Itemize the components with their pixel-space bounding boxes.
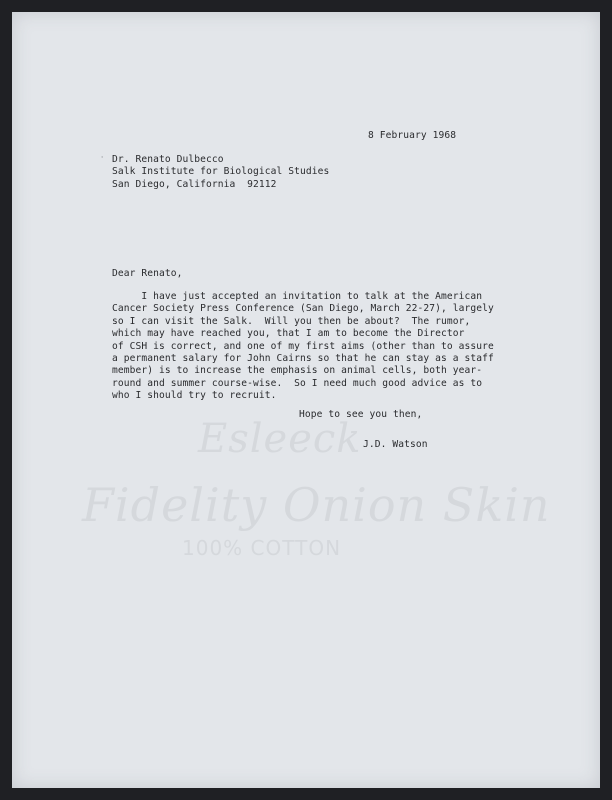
body-line: Cancer Society Press Conference (San Diego, March 22-27), largely — [112, 303, 494, 315]
margin-mark: ' — [100, 155, 105, 163]
body-line: I have just accepted an invitation to talk at the American — [112, 291, 483, 302]
letter-body — [112, 291, 494, 403]
recipient-city: San Diego, California 92112 — [112, 178, 277, 190]
letter-page — [12, 12, 600, 788]
body-line: a permanent salary for John Cairns so that he can stay as a staff — [112, 353, 494, 365]
body-line: who I should try to recruit. — [112, 390, 277, 402]
body-line: member) is to increase the emphasis on animal cells, both year- — [112, 365, 483, 377]
watermark-brand: Esleeck — [198, 416, 362, 462]
recipient-institution: Salk Institute for Biological Studies — [112, 166, 330, 178]
salutation: Dear Renato, — [112, 268, 183, 279]
body-line: round and summer course-wise. So I need much good advice as to — [112, 377, 483, 389]
letter-date: 8 February 1968 — [368, 130, 457, 141]
body-line: of CSH is correct, and one of my first aims (other than to assure — [112, 340, 494, 352]
watermark-content: 100% COTTON — [182, 536, 342, 560]
watermark-product: Fidelity Onion Skin — [82, 478, 551, 532]
closing: Hope to see you then, — [299, 409, 423, 420]
body-line: so I can visit the Salk. Will you then be about? The rumor, — [112, 315, 471, 327]
signature: J.D. Watson — [363, 439, 428, 450]
recipient-name: Dr. Renato Dulbecco — [112, 154, 224, 165]
body-line: which may have reached you, that I am to become the Director — [112, 328, 465, 340]
recipient-address — [112, 154, 329, 191]
